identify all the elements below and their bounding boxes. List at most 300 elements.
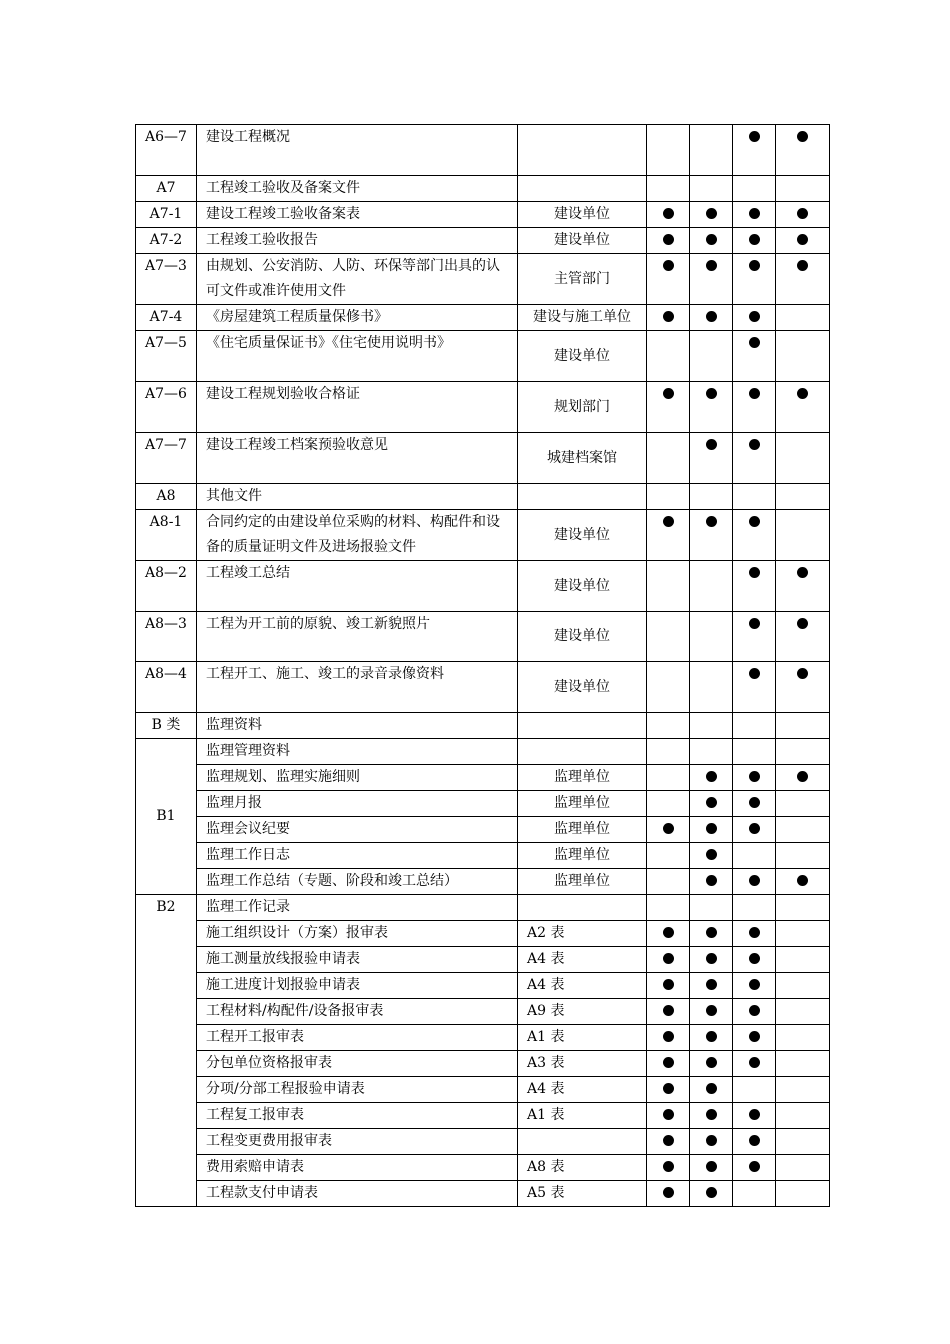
filled-dot-icon — [749, 1109, 760, 1120]
row-unit: 建设单位 — [518, 662, 647, 713]
filled-dot-icon — [797, 234, 808, 245]
mark-cell-3 — [733, 817, 776, 843]
filled-dot-icon — [706, 311, 717, 322]
table-row — [136, 202, 830, 228]
mark-cell-4 — [776, 228, 830, 254]
table-row — [136, 739, 830, 765]
mark-cell-3 — [733, 202, 776, 228]
filled-dot-icon — [663, 1109, 674, 1120]
mark-cell-1 — [647, 765, 690, 791]
row-code: A6—7 — [136, 125, 197, 176]
filled-dot-icon — [749, 797, 760, 808]
mark-cell-3 — [733, 869, 776, 895]
filled-dot-icon — [749, 668, 760, 679]
row-title: 工程变更费用报审表 — [197, 1129, 518, 1155]
row-unit: A1 表 — [518, 1103, 647, 1129]
filled-dot-icon — [749, 953, 760, 964]
mark-cell-3 — [733, 433, 776, 484]
filled-dot-icon — [749, 618, 760, 629]
mark-cell-2 — [690, 1129, 733, 1155]
mark-cell-2 — [690, 125, 733, 176]
filled-dot-icon — [749, 823, 760, 834]
mark-cell-4 — [776, 739, 830, 765]
filled-dot-icon — [706, 1005, 717, 1016]
row-unit: 监理单位 — [518, 869, 647, 895]
mark-cell-2 — [690, 561, 733, 612]
table-row — [136, 921, 830, 947]
mark-cell-1 — [647, 739, 690, 765]
filled-dot-icon — [749, 131, 760, 142]
mark-cell-2 — [690, 895, 733, 921]
filled-dot-icon — [663, 979, 674, 990]
row-unit — [518, 713, 647, 739]
mark-cell-4 — [776, 713, 830, 739]
row-code: A7 — [136, 176, 197, 202]
filled-dot-icon — [663, 927, 674, 938]
row-title: 建设工程竣工验收备案表 — [197, 202, 518, 228]
filled-dot-icon — [706, 927, 717, 938]
row-title: 分包单位资格报审表 — [197, 1051, 518, 1077]
filled-dot-icon — [663, 823, 674, 834]
filled-dot-icon — [749, 1005, 760, 1016]
filled-dot-icon — [749, 234, 760, 245]
mark-cell-1 — [647, 176, 690, 202]
filled-dot-icon — [749, 208, 760, 219]
mark-cell-1 — [647, 973, 690, 999]
filled-dot-icon — [749, 260, 760, 271]
mark-cell-3 — [733, 713, 776, 739]
row-title: 费用索赔申请表 — [197, 1155, 518, 1181]
filled-dot-icon — [706, 1057, 717, 1068]
table-row — [136, 382, 830, 433]
table-row — [136, 254, 830, 305]
row-title: 施工测量放线报验申请表 — [197, 947, 518, 973]
filled-dot-icon — [706, 875, 717, 886]
filled-dot-icon — [706, 1083, 717, 1094]
mark-cell-3 — [733, 921, 776, 947]
table-row — [136, 895, 830, 921]
filled-dot-icon — [797, 260, 808, 271]
row-code: A8—3 — [136, 612, 197, 662]
mark-cell-3 — [733, 1129, 776, 1155]
mark-cell-1 — [647, 817, 690, 843]
filled-dot-icon — [663, 1083, 674, 1094]
table-row — [136, 1051, 830, 1077]
row-code: B 类 — [136, 713, 197, 739]
row-code: A7-2 — [136, 228, 197, 254]
table-row — [136, 176, 830, 202]
row-unit: 监理单位 — [518, 765, 647, 791]
mark-cell-1 — [647, 662, 690, 713]
table-row — [136, 999, 830, 1025]
mark-cell-3 — [733, 765, 776, 791]
mark-cell-4 — [776, 1077, 830, 1103]
table-row — [136, 1181, 830, 1207]
mark-cell-2 — [690, 869, 733, 895]
mark-cell-1 — [647, 433, 690, 484]
mark-cell-2 — [690, 765, 733, 791]
row-unit — [518, 125, 647, 176]
filled-dot-icon — [663, 388, 674, 399]
mark-cell-3 — [733, 254, 776, 305]
mark-cell-3 — [733, 973, 776, 999]
mark-cell-1 — [647, 869, 690, 895]
mark-cell-1 — [647, 202, 690, 228]
filled-dot-icon — [797, 875, 808, 886]
filled-dot-icon — [749, 1057, 760, 1068]
mark-cell-3 — [733, 305, 776, 331]
table-row — [136, 228, 830, 254]
row-code: A8-1 — [136, 510, 197, 561]
mark-cell-4 — [776, 1051, 830, 1077]
filled-dot-icon — [663, 208, 674, 219]
filled-dot-icon — [706, 823, 717, 834]
filled-dot-icon — [706, 208, 717, 219]
mark-cell-1 — [647, 331, 690, 382]
mark-cell-3 — [733, 1077, 776, 1103]
mark-cell-2 — [690, 176, 733, 202]
mark-cell-2 — [690, 999, 733, 1025]
mark-cell-2 — [690, 1077, 733, 1103]
mark-cell-1 — [647, 999, 690, 1025]
row-unit — [518, 1129, 647, 1155]
filled-dot-icon — [706, 439, 717, 450]
row-title: 建设工程规划验收合格证 — [197, 382, 518, 433]
mark-cell-3 — [733, 612, 776, 662]
mark-cell-1 — [647, 125, 690, 176]
row-unit: 建设单位 — [518, 612, 647, 662]
filled-dot-icon — [749, 337, 760, 348]
row-title: 建设工程竣工档案预验收意见 — [197, 433, 518, 484]
row-unit: A3 表 — [518, 1051, 647, 1077]
filled-dot-icon — [706, 849, 717, 860]
mark-cell-1 — [647, 1129, 690, 1155]
group-code: B2 — [136, 895, 197, 1207]
filled-dot-icon — [749, 516, 760, 527]
filled-dot-icon — [706, 388, 717, 399]
mark-cell-4 — [776, 1129, 830, 1155]
filled-dot-icon — [663, 1187, 674, 1198]
mark-cell-4 — [776, 484, 830, 510]
filled-dot-icon — [663, 311, 674, 322]
row-title: 工程为开工前的原貌、竣工新貌照片 — [197, 612, 518, 662]
mark-cell-3 — [733, 484, 776, 510]
mark-cell-2 — [690, 817, 733, 843]
row-title: 工程竣工验收报告 — [197, 228, 518, 254]
mark-cell-2 — [690, 433, 733, 484]
filled-dot-icon — [663, 234, 674, 245]
table-row — [136, 125, 830, 176]
filled-dot-icon — [706, 234, 717, 245]
filled-dot-icon — [663, 1161, 674, 1172]
mark-cell-3 — [733, 1155, 776, 1181]
row-code: A8—2 — [136, 561, 197, 612]
row-code: A7—3 — [136, 254, 197, 305]
mark-cell-3 — [733, 125, 776, 176]
mark-cell-3 — [733, 382, 776, 433]
mark-cell-4 — [776, 1103, 830, 1129]
row-unit: A9 表 — [518, 999, 647, 1025]
row-unit: 建设单位 — [518, 331, 647, 382]
mark-cell-3 — [733, 561, 776, 612]
table-row — [136, 1103, 830, 1129]
mark-cell-4 — [776, 1181, 830, 1207]
row-unit: 规划部门 — [518, 382, 647, 433]
row-title: 合同约定的由建设单位采购的材料、构配件和设备的质量证明文件及进场报验文件 — [197, 510, 518, 561]
mark-cell-4 — [776, 662, 830, 713]
mark-cell-2 — [690, 1103, 733, 1129]
mark-cell-2 — [690, 921, 733, 947]
table-row — [136, 1155, 830, 1181]
table-row — [136, 510, 830, 561]
mark-cell-2 — [690, 228, 733, 254]
mark-cell-2 — [690, 713, 733, 739]
mark-cell-3 — [733, 1103, 776, 1129]
row-code: A7-4 — [136, 305, 197, 331]
mark-cell-4 — [776, 947, 830, 973]
filled-dot-icon — [797, 668, 808, 679]
row-code: A7—6 — [136, 382, 197, 433]
mark-cell-2 — [690, 1181, 733, 1207]
row-title: 工程开工报审表 — [197, 1025, 518, 1051]
mark-cell-2 — [690, 612, 733, 662]
table-body — [136, 125, 830, 1207]
row-code: A8—4 — [136, 662, 197, 713]
mark-cell-4 — [776, 254, 830, 305]
mark-cell-2 — [690, 739, 733, 765]
mark-cell-4 — [776, 176, 830, 202]
filled-dot-icon — [749, 875, 760, 886]
mark-cell-1 — [647, 254, 690, 305]
mark-cell-1 — [647, 305, 690, 331]
filled-dot-icon — [706, 1161, 717, 1172]
filled-dot-icon — [749, 927, 760, 938]
mark-cell-3 — [733, 1181, 776, 1207]
mark-cell-4 — [776, 1155, 830, 1181]
mark-cell-1 — [647, 484, 690, 510]
table-row — [136, 947, 830, 973]
mark-cell-3 — [733, 1025, 776, 1051]
row-unit: 建设单位 — [518, 202, 647, 228]
mark-cell-1 — [647, 1155, 690, 1181]
row-unit: A5 表 — [518, 1181, 647, 1207]
row-title: 其他文件 — [197, 484, 518, 510]
row-unit: 监理单位 — [518, 791, 647, 817]
mark-cell-1 — [647, 510, 690, 561]
row-title: 工程竣工总结 — [197, 561, 518, 612]
row-title: 施工组织设计（方案）报审表 — [197, 921, 518, 947]
table-row — [136, 612, 830, 662]
row-unit: A4 表 — [518, 947, 647, 973]
filled-dot-icon — [749, 567, 760, 578]
mark-cell-1 — [647, 921, 690, 947]
table-row — [136, 713, 830, 739]
group-code: B1 — [136, 739, 197, 895]
mark-cell-2 — [690, 843, 733, 869]
mark-cell-2 — [690, 662, 733, 713]
mark-cell-1 — [647, 228, 690, 254]
filled-dot-icon — [663, 1135, 674, 1146]
filled-dot-icon — [749, 1161, 760, 1172]
mark-cell-2 — [690, 305, 733, 331]
filled-dot-icon — [797, 567, 808, 578]
table-row — [136, 331, 830, 382]
mark-cell-1 — [647, 1051, 690, 1077]
filled-dot-icon — [663, 1005, 674, 1016]
filled-dot-icon — [797, 131, 808, 142]
mark-cell-4 — [776, 973, 830, 999]
mark-cell-2 — [690, 331, 733, 382]
row-unit: A4 表 — [518, 973, 647, 999]
mark-cell-1 — [647, 382, 690, 433]
table-row — [136, 1129, 830, 1155]
mark-cell-3 — [733, 895, 776, 921]
row-title: 监理工作日志 — [197, 843, 518, 869]
filled-dot-icon — [749, 771, 760, 782]
row-unit: 主管部门 — [518, 254, 647, 305]
mark-cell-2 — [690, 1155, 733, 1181]
table-row — [136, 843, 830, 869]
mark-cell-4 — [776, 382, 830, 433]
mark-cell-2 — [690, 1051, 733, 1077]
filled-dot-icon — [749, 979, 760, 990]
filled-dot-icon — [706, 771, 717, 782]
filled-dot-icon — [706, 1187, 717, 1198]
filled-dot-icon — [749, 388, 760, 399]
archive-table — [135, 124, 830, 1207]
filled-dot-icon — [706, 516, 717, 527]
filled-dot-icon — [663, 260, 674, 271]
mark-cell-1 — [647, 1077, 690, 1103]
row-title: 监理规划、监理实施细则 — [197, 765, 518, 791]
row-title: 工程材料/构配件/设备报审表 — [197, 999, 518, 1025]
mark-cell-1 — [647, 843, 690, 869]
row-title: 工程复工报审表 — [197, 1103, 518, 1129]
mark-cell-1 — [647, 895, 690, 921]
mark-cell-2 — [690, 973, 733, 999]
mark-cell-4 — [776, 433, 830, 484]
mark-cell-2 — [690, 254, 733, 305]
mark-cell-4 — [776, 921, 830, 947]
filled-dot-icon — [797, 208, 808, 219]
filled-dot-icon — [797, 388, 808, 399]
filled-dot-icon — [797, 771, 808, 782]
table-row — [136, 791, 830, 817]
row-unit: A1 表 — [518, 1025, 647, 1051]
mark-cell-1 — [647, 1181, 690, 1207]
mark-cell-1 — [647, 713, 690, 739]
mark-cell-2 — [690, 484, 733, 510]
filled-dot-icon — [663, 1031, 674, 1042]
mark-cell-4 — [776, 305, 830, 331]
row-unit: 监理单位 — [518, 843, 647, 869]
row-unit — [518, 484, 647, 510]
row-title: 监理工作记录 — [197, 895, 518, 921]
mark-cell-1 — [647, 1103, 690, 1129]
table-row — [136, 433, 830, 484]
table-row — [136, 305, 830, 331]
row-unit: 监理单位 — [518, 817, 647, 843]
table-row — [136, 561, 830, 612]
mark-cell-4 — [776, 999, 830, 1025]
mark-cell-4 — [776, 765, 830, 791]
filled-dot-icon — [749, 1031, 760, 1042]
table-row — [136, 662, 830, 713]
mark-cell-2 — [690, 947, 733, 973]
row-unit: A2 表 — [518, 921, 647, 947]
mark-cell-3 — [733, 176, 776, 202]
row-unit: 建设单位 — [518, 510, 647, 561]
row-unit: 建设单位 — [518, 561, 647, 612]
filled-dot-icon — [706, 797, 717, 808]
row-title: 施工进度计划报验申请表 — [197, 973, 518, 999]
mark-cell-3 — [733, 791, 776, 817]
row-unit: 城建档案馆 — [518, 433, 647, 484]
filled-dot-icon — [706, 1109, 717, 1120]
mark-cell-3 — [733, 947, 776, 973]
filled-dot-icon — [749, 1135, 760, 1146]
table-row — [136, 973, 830, 999]
mark-cell-3 — [733, 843, 776, 869]
row-title: 工程款支付申请表 — [197, 1181, 518, 1207]
mark-cell-2 — [690, 202, 733, 228]
row-title: 建设工程概况 — [197, 125, 518, 176]
row-code: A7—5 — [136, 331, 197, 382]
mark-cell-3 — [733, 510, 776, 561]
row-title: 监理会议纪要 — [197, 817, 518, 843]
mark-cell-4 — [776, 1025, 830, 1051]
filled-dot-icon — [663, 953, 674, 964]
row-title: 监理月报 — [197, 791, 518, 817]
mark-cell-4 — [776, 561, 830, 612]
filled-dot-icon — [706, 979, 717, 990]
row-code: A7—7 — [136, 433, 197, 484]
row-unit: A8 表 — [518, 1155, 647, 1181]
mark-cell-1 — [647, 791, 690, 817]
row-title: 由规划、公安消防、人防、环保等部门出具的认可文件或准许使用文件 — [197, 254, 518, 305]
row-code: A7-1 — [136, 202, 197, 228]
mark-cell-2 — [690, 791, 733, 817]
mark-cell-4 — [776, 895, 830, 921]
filled-dot-icon — [706, 1135, 717, 1146]
mark-cell-4 — [776, 510, 830, 561]
row-unit: 建设与施工单位 — [518, 305, 647, 331]
filled-dot-icon — [749, 439, 760, 450]
mark-cell-3 — [733, 1051, 776, 1077]
row-unit — [518, 739, 647, 765]
mark-cell-4 — [776, 817, 830, 843]
row-unit — [518, 176, 647, 202]
row-title: 工程开工、施工、竣工的录音录像资料 — [197, 662, 518, 713]
row-title: 监理资料 — [197, 713, 518, 739]
mark-cell-3 — [733, 331, 776, 382]
mark-cell-1 — [647, 561, 690, 612]
mark-cell-4 — [776, 331, 830, 382]
table-row — [136, 1077, 830, 1103]
table-row — [136, 484, 830, 510]
mark-cell-1 — [647, 1025, 690, 1051]
filled-dot-icon — [706, 260, 717, 271]
filled-dot-icon — [749, 311, 760, 322]
mark-cell-1 — [647, 612, 690, 662]
filled-dot-icon — [797, 618, 808, 629]
filled-dot-icon — [706, 1031, 717, 1042]
mark-cell-2 — [690, 1025, 733, 1051]
mark-cell-3 — [733, 662, 776, 713]
row-title: 监理工作总结（专题、阶段和竣工总结） — [197, 869, 518, 895]
table-row — [136, 765, 830, 791]
mark-cell-3 — [733, 228, 776, 254]
